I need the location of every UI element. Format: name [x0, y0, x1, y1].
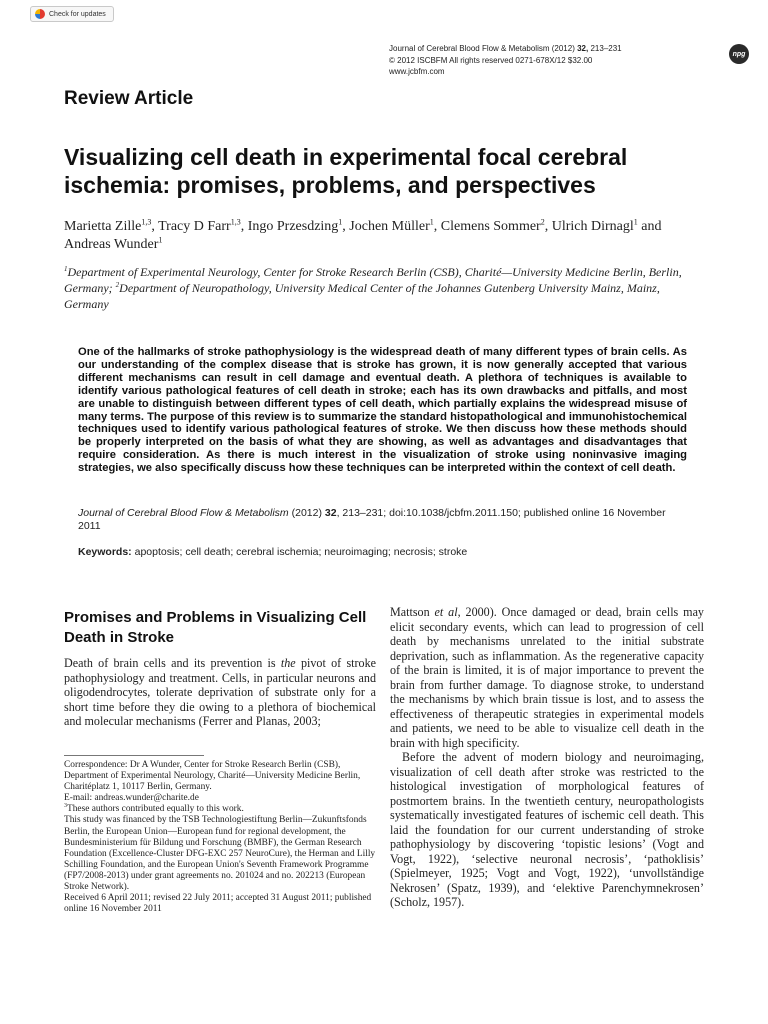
check-for-updates-badge[interactable]	[30, 6, 114, 22]
copyright-line: © 2012 ISCBFM All rights reserved 0271-678X/12 $32.00	[389, 55, 593, 65]
journal-volume: 32,	[577, 44, 589, 53]
citation-details: , 213–231; doi:10.1038/jcbfm.2011.150; published online 16 November 2011	[78, 507, 666, 532]
author-name: Clemens Sommer	[440, 219, 541, 234]
footnotes	[64, 760, 377, 915]
right-paragraph-1	[390, 605, 704, 750]
keywords	[78, 546, 687, 559]
journal-name: Journal of Cerebral Blood Flow & Metabolism (2012)	[389, 44, 575, 53]
author-name: Andreas Wunder	[64, 237, 159, 252]
affiliation-marker-2: 2	[115, 281, 120, 289]
author-affiliation-marker: 2	[540, 217, 545, 227]
journal-citation-line	[389, 43, 649, 55]
author-list	[64, 218, 704, 254]
author-separator: ,	[240, 219, 248, 234]
author-separator: ,	[433, 219, 441, 234]
journal-url[interactable]: www.jcbfm.com	[389, 67, 445, 76]
footnote-divider	[64, 755, 204, 756]
author-affiliation-marker: 1	[158, 235, 163, 245]
keywords-label: Keywords:	[78, 546, 132, 558]
article-type: Review Article	[64, 88, 194, 109]
journal-pages: 213–231	[590, 44, 622, 53]
author-affiliation-marker: 1	[338, 217, 343, 227]
article-title: Visualizing cell death in experimental focal cerebral ischemia: promises, problems, and perspectives	[64, 144, 628, 198]
correspondence-email[interactable]: E-mail: andreas.wunder@charite.de	[64, 793, 199, 804]
history-dates: Received 6 April 2011; revised 22 July 2011; accepted 31 August 2011; published online 16 November 2011	[64, 893, 372, 915]
check-for-updates-label: Check for updates	[49, 10, 106, 18]
citation-journal: Journal of Cerebral Blood Flow & Metabolism	[78, 507, 289, 519]
citation-volume: 32	[324, 507, 337, 519]
left-text-1: Death of brain cells and its prevention is	[64, 656, 281, 670]
author-name: Marietta Zille	[64, 219, 142, 234]
right-paragraph-2: Before the advent of modern biology and neuroimaging, visualization of cell death after stroke was restricted to the histological investigation of morphological features of postmortem brains. In the twentieth century, neuropathologists systematically investigated features of ischemic cell death. This laid the foundation for our current understanding of stroke pathophysiology by discovering ‘topistic lesions’ (Vogt and Vogt, 1922), ‘selective neuronal necrosis’, ‘pathoklisis’ (Spielmeyer, 1925; Vogt and Vogt, 1922), ‘unvollständige Nekrosen’ (Spatz, 1939), and ‘elektive Parenchymnekrosen’ (Scholz, 1957).	[390, 750, 704, 909]
crossmark-icon	[35, 9, 45, 19]
npg-logo: npg	[729, 44, 749, 64]
author-separator: and	[637, 219, 662, 234]
abstract: One of the hallmarks of stroke pathophysiology is the widespread death of many different types of brain cells. As our understanding of the complex disease that is stroke has grown, it is now generally accepted that various different mechanisms can result in cell damage and eventual death. A plethora of techniques is available to identify various pathological features of cell death in stroke; each has its own drawbacks and pitfalls, and most are unable to distinguish between different types of cell death, which partially explains the widespread misuse of many terms. The purpose of this review is to summarize the standard histopathological and immunohistochemical techniques used to identify various pathological features of stroke. We then discuss how these methods should be properly interpreted on the basis of what they are showing, as well as advantages and disadvantages that require consideration. As there is much interest in the visualization of stroke using noninvasive imaging strategies, we also specifically discuss how these techniques can be interpreted within the context of cell death.	[78, 346, 687, 475]
author-affiliation-marker: 1	[633, 217, 638, 227]
citation-year: (2012)	[288, 507, 325, 519]
right-p1-etal: et al	[434, 605, 458, 619]
author-affiliation-marker: 1,3	[141, 217, 152, 227]
equal-contribution-text: These authors contributed equally to this work.	[67, 804, 244, 815]
right-p1-text-2: , 2000). Once damaged or dead, brain cells may elicit secondary events, which can lead to progression of cell death by mechanisms unrelated to the initial substrate deprivation, such as inflammation. As the regenerative capacity of the brain is limited, it is of major importance to prevent the brain from further damage. To diagnose stroke, to understand the mechanisms by which brain tissue is lost, and to assess the effectiveness of therapeutic strategies in experimental models and patients, we need to be able to visualize cell death in the brain with high specificity.	[390, 605, 704, 750]
author-affiliation-marker: 1,3	[230, 217, 241, 227]
author-name: Jochen Müller	[349, 219, 430, 234]
correspondence-note: Correspondence: Dr A Wunder, Center for Stroke Research Berlin (CSB), Department of Experimental Neurology, Charité—University Medicine Berlin, Charitéplatz 1, 10117 Berlin, Germany.	[64, 760, 361, 793]
left-column-paragraph	[64, 656, 376, 729]
author-name: Tracy D Farr	[158, 219, 231, 234]
author-name: Ingo Przesdzing	[247, 219, 339, 234]
affiliation-2: Department of Neuropathology, University Medical Center of the Johannes Gutenberg University Mainz, Mainz, Germany	[64, 281, 660, 311]
affiliation-marker-1: 1	[64, 265, 68, 273]
affiliations	[64, 264, 704, 312]
author-separator: ,	[151, 219, 159, 234]
section-heading: Promises and Problems in Visualizing Cell Death in Stroke	[64, 609, 367, 646]
keywords-list: apoptosis; cell death; cerebral ischemia; neuroimaging; necrosis; stroke	[131, 546, 468, 558]
right-column	[390, 605, 704, 910]
author-affiliation-marker: 1	[429, 217, 434, 227]
journal-header	[389, 43, 649, 78]
affiliation-1: Department of Experimental Neurology, Center for Stroke Research Berlin (CSB), Charité—University Medicine Berlin, Berlin, Germany;	[64, 265, 682, 295]
citation	[78, 507, 687, 533]
equal-contribution-note	[64, 804, 377, 815]
author-name: Ulrich Dirnagl	[551, 219, 634, 234]
left-text-2: pivot of stroke pathophysiology and treatment. Cells, in particular neurons and oligodendrocytes, tolerate deprivation of substrate only for a short time before they die owing to a plethora of biochemical and molecular mechanisms (Ferrer and Planas, 2003;	[64, 656, 377, 728]
author-separator: ,	[342, 219, 350, 234]
right-p1-text-1: Mattson	[390, 605, 435, 619]
funding-note: This study was financed by the TSB Technologiestiftung Berlin—Zukunftsfonds Berlin, the European Union—European fund for regional development, the Bundesministerium für Bildung und Forschung (BMBF), the German Research Foundation (Excellence-Cluster DFG-EXC 257 NeuroCure), the Herman and Lilly Schilling Foundation, and the European Union's Seventh Framework Programme (FP7/2008-2013) under grant agreements no. 201024 and no. 202213 (European Stroke Network).	[64, 815, 376, 893]
equal-contribution-marker: 3	[64, 803, 67, 810]
author-separator: ,	[544, 219, 552, 234]
left-emphasis: the	[280, 656, 296, 670]
